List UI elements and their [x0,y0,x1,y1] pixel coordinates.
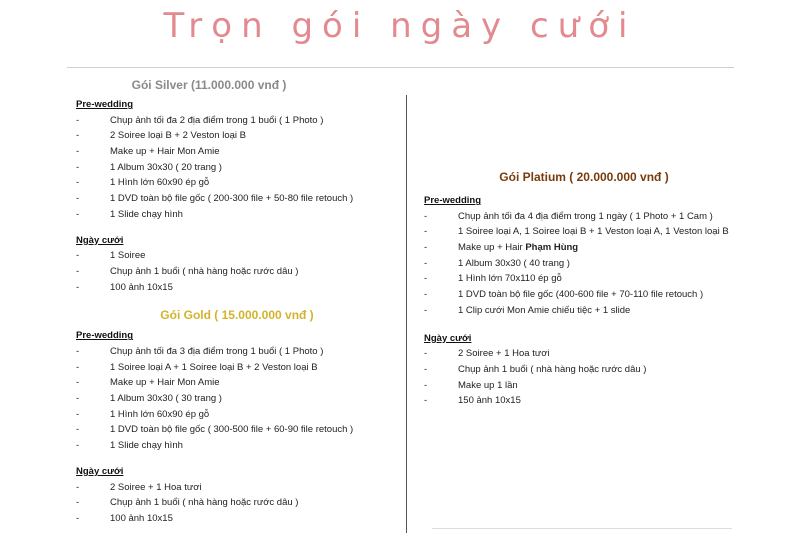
list-item: - Make up 1 lần [424,379,518,391]
platium-prewedding-heading: Pre-wedding [424,195,482,206]
list-item: - 1 Album 30x30 ( 20 trang ) [76,161,222,173]
list-item: - Chụp ảnh 1 buổi ( nhà hàng hoặc rước dâu ) [424,363,647,375]
list-item: - 1 Album 30x30 ( 30 trang ) [76,393,222,405]
silver-wedding-day-heading: Ngày cưới [76,234,124,246]
platium-wedding-day-heading: Ngày cưới [424,332,472,344]
right-column [424,168,744,409]
gold-wedding-day-heading: Ngày cưới [76,465,124,477]
list-item: - Make up + Hair Mon Amie [76,377,220,389]
list-item: - 1 DVD toàn bộ file gốc ( 300-500 file + 60-90 file retouch ) [76,424,354,436]
list-item: - 1 Album 30x30 ( 40 trang ) [424,257,570,269]
left-column [76,76,398,527]
list-item: - 1 DVD toàn bộ file gốc (400-600 file + 70-110 file retouch ) [424,289,704,301]
list-item: - Chụp ảnh tối đa 2 địa điểm trong 1 buổi ( 1 Photo ) [76,114,324,126]
list-item: - Chụp ảnh 1 buổi ( nhà hàng hoặc rước dâu ) [76,265,299,277]
gold-package-title: Gói Gold ( 15.000.000 vnđ ) [160,308,314,323]
silver-prewedding-heading: Pre-wedding [76,99,134,110]
list-item: - Make up + Hair Phạm Hùng [424,242,579,254]
list-item: - 1 Hình lớn 60x90 ép gỗ [76,408,210,420]
silver-package-title: Gói Silver (11.000.000 vnđ ) [131,78,287,92]
title-divider [67,67,734,68]
page-title: Trọn gói ngày cưới [163,6,637,46]
list-item: - 2 Soiree + 1 Hoa tươi [76,481,202,493]
list-item: - 1 Hình lớn 70x110 ép gỗ [424,273,562,285]
list-item: - 1 Slide chạy hình [76,208,183,220]
list-item: - 1 Hình lớn 60x90 ép gỗ [76,177,210,189]
list-item: - 2 Soiree loại B + 2 Veston loại B [76,130,246,142]
gold-prewedding-heading: Pre-wedding [76,330,134,342]
bottom-divider [432,528,732,529]
list-item: - 1 Soiree [76,250,146,262]
list-item: - Chụp ảnh tối đa 4 địa điểm trong 1 ngày ( 1 Photo + 1 Cam ) [424,210,713,222]
makeup-artist-name: Phạm Hùng [525,242,579,254]
list-item: - 100 ảnh 10x15 [76,512,173,524]
list-item: - 100 ảnh 10x15 [76,281,173,293]
list-item: - 2 Soiree + 1 Hoa tươi [424,348,550,360]
list-item: - Make up + Hair Mon Amie [76,146,220,158]
list-item: - 1 Slide chạy hình [76,440,183,452]
column-divider [406,95,407,533]
list-item: - Chụp ảnh 1 buổi ( nhà hàng hoặc rước dâu ) [76,497,299,509]
platium-package-title: Gói Platium ( 20.000.000 vnđ ) [499,170,669,184]
list-item: - 150 ảnh 10x15 [424,395,521,407]
list-item: - 1 Soiree loại A, 1 Soiree loại B + 1 Veston loại A, 1 Veston loại B [424,226,729,238]
list-item: - 1 Soiree loại A + 1 Soiree loại B + 2 Veston loại B [76,361,318,373]
list-item: - 1 DVD toàn bộ file gốc ( 200-300 file + 50-80 file retouch ) [76,193,354,205]
list-item: - Chụp ảnh tối đa 3 địa điểm trong 1 buổi ( 1 Photo ) [76,345,324,357]
list-item: - 1 Clip cưới Mon Amie chiếu tiệc + 1 slide [424,304,631,316]
